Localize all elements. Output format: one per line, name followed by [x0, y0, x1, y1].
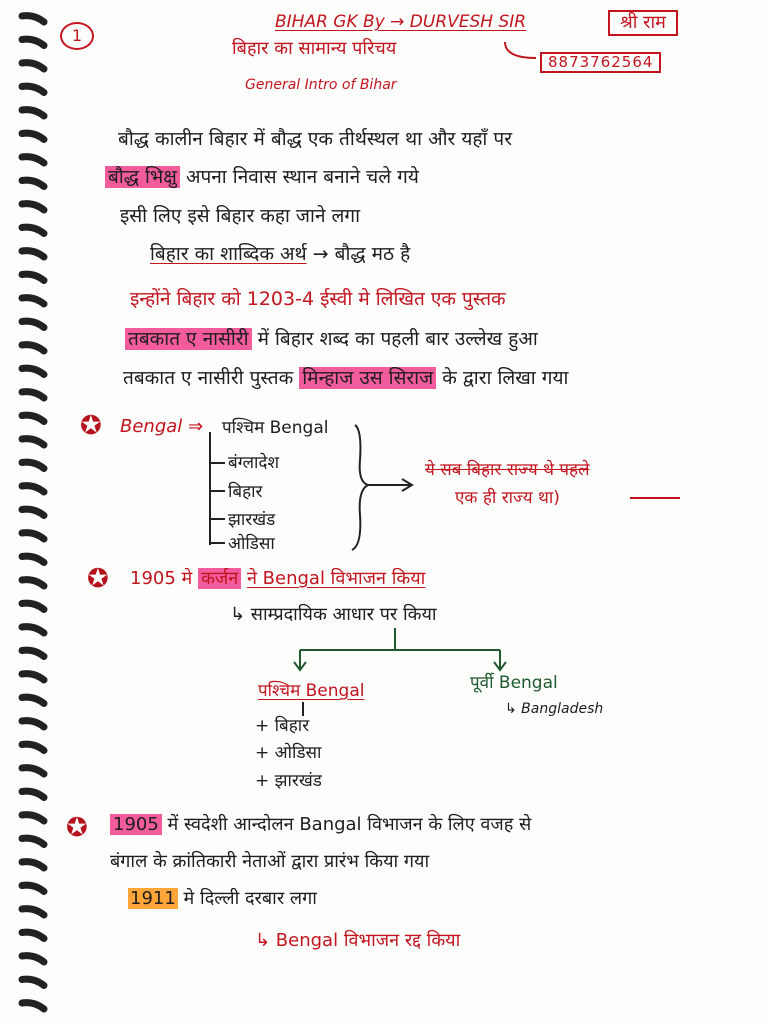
- partition-rest: ने Bengal विभाजन किया: [246, 568, 426, 589]
- spiral-ring: [22, 627, 44, 633]
- bengal-note-line-2: एक ही राज्य था): [455, 488, 560, 508]
- partition-me: मे: [181, 568, 193, 589]
- star-icon: ✪: [80, 411, 102, 441]
- partition-basis: ↳ साम्प्रदायिक आधार पर किया: [230, 604, 437, 625]
- spiral-ring: [22, 932, 44, 938]
- spiral-ring: [22, 815, 44, 821]
- tabqat-line-3-a: तबकात ए नासीरी पुस्तक: [123, 367, 294, 389]
- intro-line-1: बौद्ध कालीन बिहार में बौद्ध एक तीर्थस्थल था और यहाँ पर: [118, 128, 512, 150]
- page-title: BIHAR GK By → DURVESH SIR: [275, 12, 527, 32]
- page-number: 1: [60, 22, 94, 50]
- west-item-jharkhand: + झारखंड: [255, 771, 322, 791]
- spiral-ring: [22, 439, 44, 445]
- spiral-ring: [22, 415, 44, 421]
- swadeshi-line-2: बंगाल के क्रांतिकारी नेताओं द्वारा प्रारंभ किया गया: [110, 851, 430, 872]
- page-subtitle: बिहार का सामान्य परिचय: [232, 38, 397, 59]
- west-bengal-label: पश्चिम Bengal: [258, 681, 365, 701]
- bengal-heading: [120, 418, 203, 436]
- intro-line-4: [150, 245, 410, 264]
- spiral-ring: [22, 744, 44, 750]
- tabqat-line-2-rest: में बिहार शब्द का पहली बार उल्लेख हुआ: [257, 328, 538, 350]
- spiral-ring: [22, 791, 44, 797]
- spiral-ring: [22, 556, 44, 562]
- spiral-ring: [22, 721, 44, 727]
- spiral-ring: [22, 298, 44, 304]
- intro-line-2: [105, 168, 419, 187]
- highlight-tabqat-e-nasiri: तबकात ए नासीरी: [125, 328, 252, 350]
- spiral-ring: [22, 1003, 44, 1009]
- bengal-item-odisha: ओडिसा: [228, 534, 275, 554]
- spiral-ring: [22, 368, 44, 374]
- highlight-minhaj-us-siraj: मिन्हाज उस सिराज: [299, 367, 436, 389]
- star-icon: ✪: [66, 813, 88, 843]
- spiral-ring: [22, 862, 44, 868]
- spiral-ring: [22, 157, 44, 163]
- spiral-ring: [22, 133, 44, 139]
- swadeshi-line-1-rest: में स्वदेशी आन्दोलन Bangal विभाजन के लिए वजह से: [167, 814, 532, 835]
- bengal-item-jharkhand: झारखंड: [228, 510, 276, 530]
- bihar-meaning-value: → बौद्ध मठ है: [312, 243, 411, 265]
- spiral-ring: [22, 509, 44, 515]
- spiral-ring: [22, 979, 44, 985]
- spiral-ring: [22, 39, 44, 45]
- swadeshi-line-1: [110, 816, 531, 834]
- page-subtitle-english: General Intro of Bihar: [245, 77, 397, 93]
- spiral-ring: [22, 580, 44, 586]
- highlight-bauddh-bhikshu: बौद्ध भिक्षु: [105, 166, 180, 188]
- tabqat-line-3: [123, 369, 568, 388]
- spiral-ring: [22, 650, 44, 656]
- spiral-ring: [22, 345, 44, 351]
- spiral-ring: [22, 204, 44, 210]
- spiral-ring: [22, 533, 44, 539]
- spiral-ring: [22, 674, 44, 680]
- east-bengal-label: पूर्वी Bengal: [470, 673, 558, 693]
- tabqat-line-1: इन्होंने बिहार को 1203-4 ईस्वी मे लिखित एक पुस्तक: [130, 288, 506, 310]
- spiral-ring: [22, 603, 44, 609]
- spiral-ring: [22, 909, 44, 915]
- spiral-ring: [22, 768, 44, 774]
- intro-line-2-rest: अपना निवास स्थान बनाने चले गये: [185, 166, 419, 188]
- bihar-meaning-label: बिहार का शाब्दिक अर्थ: [150, 243, 307, 265]
- partition-year: 1905: [130, 568, 176, 589]
- bengal-heading-label: Bengal: [120, 416, 183, 437]
- spiral-ring: [22, 180, 44, 186]
- spiral-ring: [22, 697, 44, 703]
- star-icon: ✪: [87, 564, 109, 594]
- spiral-ring: [22, 392, 44, 398]
- spiral-ring: [22, 956, 44, 962]
- highlight-curzon: कर्जन: [198, 568, 241, 589]
- spiral-ring: [22, 486, 44, 492]
- spiral-binding: [0, 0, 60, 1024]
- spiral-ring: [22, 16, 44, 22]
- phone-number: 8873762564: [540, 52, 661, 73]
- partition-cancelled-line: ↳ Bengal विभाजन रद्द किया: [255, 930, 461, 951]
- west-item-bihar: + बिहार: [255, 716, 310, 736]
- durbar-line: [128, 890, 317, 908]
- spiral-ring: [22, 110, 44, 116]
- spiral-ring: [22, 274, 44, 280]
- intro-line-3: इसी लिए इसे बिहार कहा जाने लगा: [120, 205, 361, 227]
- spiral-ring: [22, 885, 44, 891]
- bengal-item-bihar: बिहार: [228, 482, 263, 502]
- east-bengal-sub: ↳ Bangladesh: [505, 701, 604, 717]
- spiral-ring: [22, 227, 44, 233]
- highlight-year-1905: 1905: [110, 814, 162, 835]
- spiral-ring: [22, 838, 44, 844]
- bengal-item-west-bengal: पश्चिम Bengal: [222, 418, 329, 438]
- bengal-item-bangladesh: बंग्लादेश: [228, 453, 279, 473]
- tabqat-line-3-b: के द्वारा लिखा गया: [442, 367, 569, 389]
- durbar-line-rest: मे दिल्ली दरबार लगा: [183, 888, 317, 909]
- spiral-ring: [22, 251, 44, 257]
- blessing-text: श्री राम: [608, 10, 678, 36]
- bengal-note-line-1: ये सब बिहार राज्य थे पहले: [425, 460, 590, 480]
- highlight-year-1911: 1911: [130, 888, 176, 909]
- tabqat-line-2: [125, 330, 538, 349]
- spiral-ring: [22, 63, 44, 69]
- partition-line: [130, 570, 425, 588]
- west-item-odisha: + ओडिसा: [255, 743, 322, 763]
- spiral-ring: [22, 321, 44, 327]
- spiral-ring: [22, 86, 44, 92]
- double-arrow-icon: ⇒: [188, 416, 204, 437]
- spiral-ring: [22, 462, 44, 468]
